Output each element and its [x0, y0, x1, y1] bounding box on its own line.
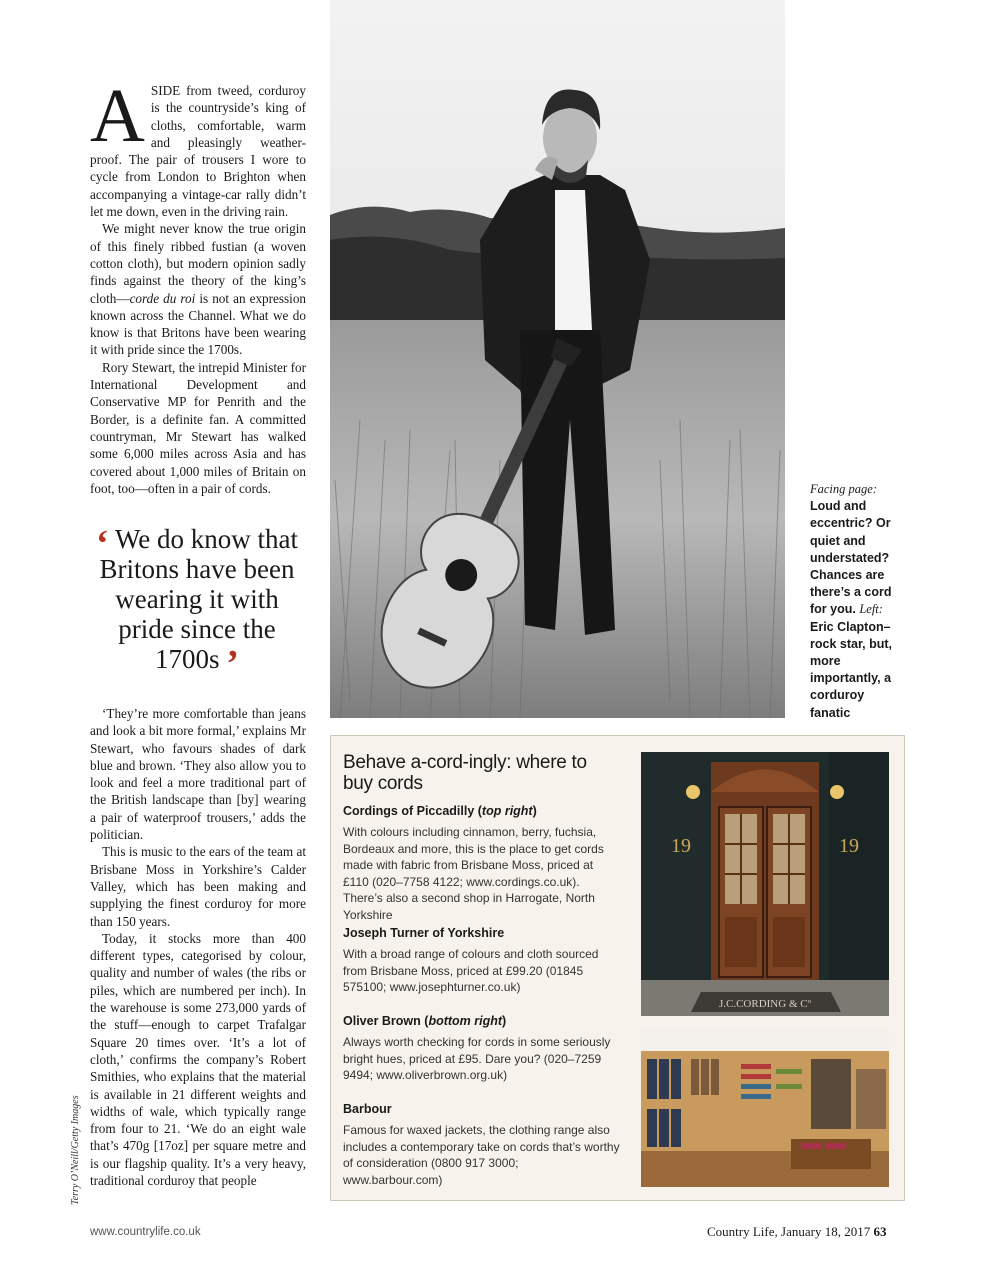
shop-entry	[343, 1014, 621, 1084]
caption-text: Eric Clapton– rock star, but, more importantly, a corduroy fanatic	[810, 619, 892, 720]
shop-description: Always worth checking for cords in some seriously bright hues, priced at £95. Dare you? (020–7259 9494; www.oliverbrown.org.uk)	[343, 1035, 611, 1083]
shop-description: With a broad range of colours and cloth sourced from Brisbane Moss, priced at £99.20 (01845 575100; www.josephturner.co.uk)	[343, 947, 599, 995]
shop-entry	[343, 926, 621, 996]
article-paragraph: ASIDE from tweed, corduroy is the countryside’s king of cloths, comfortable, warm and pleasingly weather-proof. The pair of trousers I wore to cycle from London to Brighton when accompanying a vintage-car rally didn’t let me down, even in the driving rain.	[90, 74, 306, 220]
shop-name: Oliver Brown (bottom right)	[343, 1014, 507, 1028]
photo-illustration	[330, 0, 785, 718]
pull-quote-text: We do know that Britons have been wearing it with pride since the 1700s	[99, 524, 298, 674]
shopfront-illustration	[641, 752, 889, 1016]
article-column-bottom	[90, 705, 306, 1189]
main-photo-clapton	[330, 0, 785, 718]
drop-cap: A	[90, 74, 145, 158]
pull-quote	[90, 523, 304, 685]
box-title: Behave a-cord-ingly: where to buy cords	[343, 752, 587, 794]
article-paragraph: This is music to the ears of the team at Brisbane Moss in Yorkshire’s Calder Valley, which has been making and supplying the finest corduroy for more than 150 years.	[90, 844, 306, 929]
close-quote-mark: ’	[226, 643, 239, 685]
article-paragraph: ‘They’re more comfortable than jeans and look a bit more formal,’ explains Mr Stewart, who favours shades of dark blue and brown. ‘They also allow you to look and feel a more traditional part of the British landscape than [by] wearing a pair of waterproof trousers,’ adds the politician.	[90, 706, 306, 843]
article-paragraph: We might never know the true origin of this finely ribbed fustian (a woven cotton cloth), but modern opinion sadly finds against the theory of the king’s cloth—corde du roi is not an expression known across the Channel. What we do know is that Britons have been wearing it with pride since the 1700s.	[90, 221, 307, 358]
shop-description: With colours including cinnamon, berry, fuchsia, Bordeaux and more, this is the place to get cords made with fabric from Brisbane Moss, priced at £110 (020–7758 4122; www.cordings.co.uk). There’s also a second shop in Harrogate, North Yorkshire	[343, 825, 604, 922]
shop-entry	[343, 804, 621, 924]
article-paragraph: Today, it stocks more than 400 different types, categorised by colour, quality and number of wales (the ribs or piles, which are numbered per inch). In the warehouse is some 273,000 yards of the stuff—enough to carpet Trafalgar Square 20 times over. ‘It’s a lot of cloth,’ confirms the company’s Robert Smithies, who explains that the material is available in 21 different weights and widths of wale, which typically range from four to 21. ‘We do an eight wale that’s 470g [17oz] per square metre and is our flagship quality. It’s a very heavy, traditional corduroy that people	[90, 930, 306, 1189]
caption-text: Loud and eccentric? Or quiet and understated? Chances are there’s a cord for you.	[810, 499, 892, 617]
shop-name: Barbour	[343, 1102, 392, 1116]
oliver-brown-store-photo	[641, 1029, 889, 1187]
shop-entry	[343, 1102, 621, 1188]
footer-url: www.countrylife.co.uk	[90, 1226, 201, 1238]
store-interior-illustration	[641, 1029, 889, 1187]
page-number: 63	[873, 1224, 887, 1239]
footer-issue: Country Life, January 18, 2017	[707, 1224, 871, 1239]
shop-name: Cordings of Piccadilly (top right)	[343, 804, 537, 818]
photo-caption	[810, 481, 905, 722]
shop-name: Joseph Turner of Yorkshire	[343, 926, 505, 940]
article-paragraph: Rory Stewart, the intrepid Minister for International Development and Conservative MP for Penrith and the Border, is a definite fan. A committed countryman, Mr Stewart has walked some 6,000 miles across Asia and has covered about 1,000 miles of Britain on foot, too—often in a pair of cords.	[90, 359, 306, 496]
footer-magazine	[707, 1224, 886, 1240]
where-to-buy-box	[330, 735, 905, 1201]
shop-number-left: 19	[671, 835, 691, 857]
shop-description: Famous for waxed jackets, the clothing range also includes a contemporary take on cords that’s worthy of consideration (0800 917 3000; www.barbour.com)	[343, 1123, 620, 1187]
open-quote-mark: ‘	[96, 523, 109, 565]
shop-number-right: 19	[839, 835, 859, 857]
photo-credit: Terry O’Neill/Getty Images	[70, 1095, 81, 1205]
article-column-top	[90, 74, 307, 497]
caption-lead-left: Left:	[859, 602, 883, 617]
cordings-shopfront-photo	[641, 752, 889, 1016]
caption-lead: Facing page:	[810, 482, 877, 496]
doormat-sign: J.C.CORDING & Cº	[718, 998, 812, 1010]
